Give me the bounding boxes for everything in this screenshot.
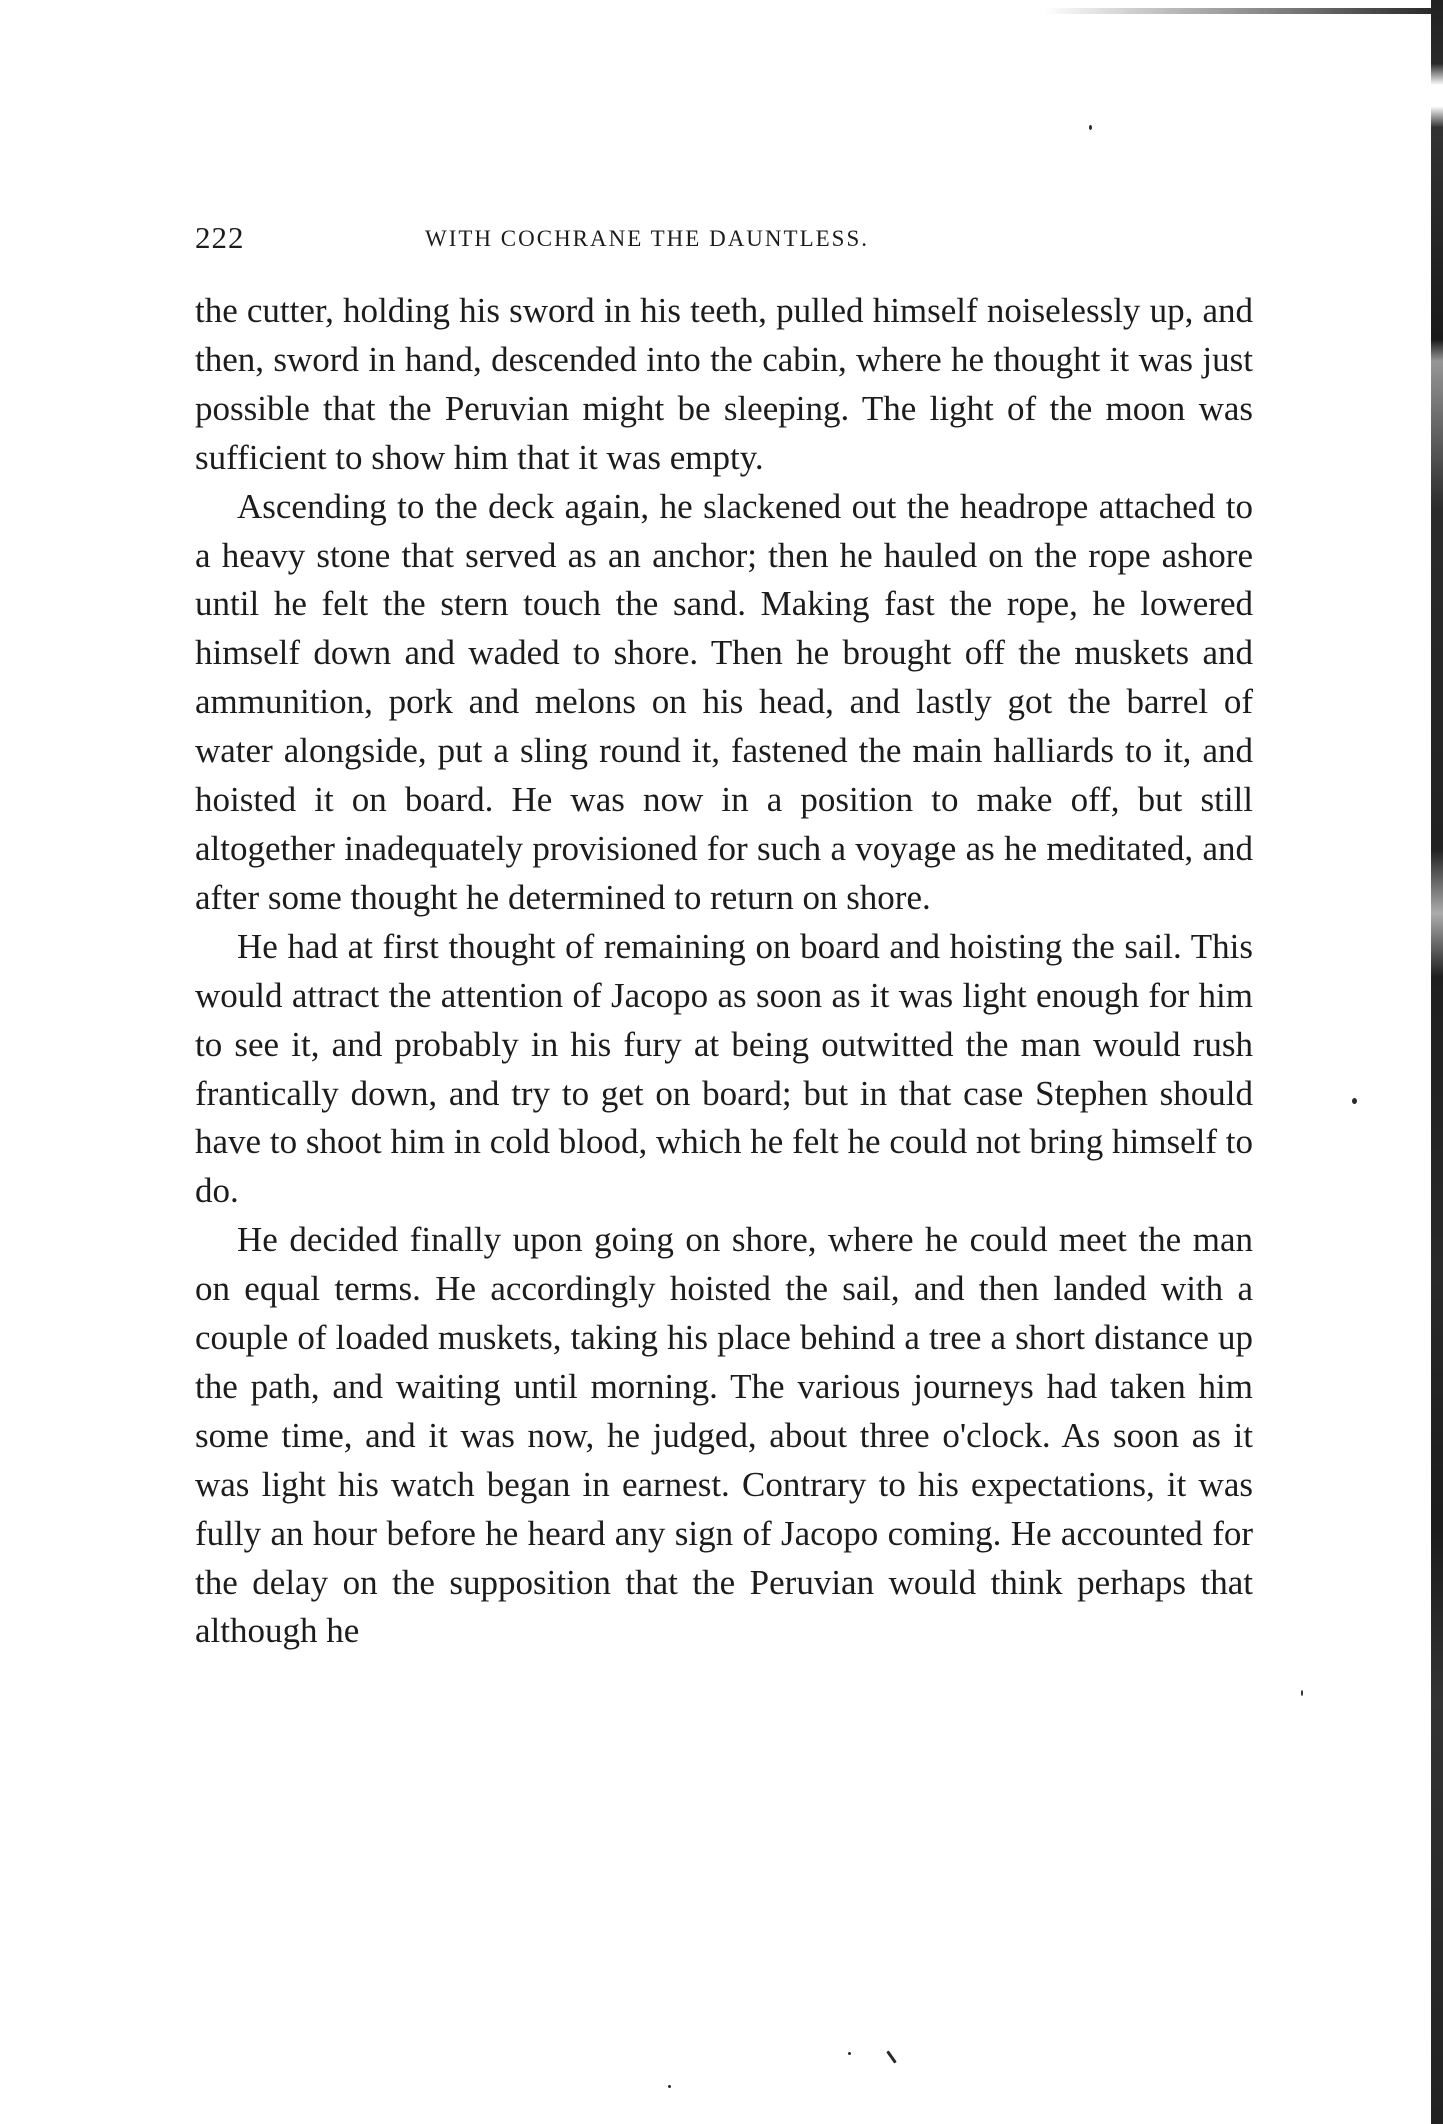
- paragraph: Ascending to the deck again, he slackened out the headrope attached to a heavy stone that served as an anchor; then he hauled on the rope ashore until he felt the stern touch the sand. Making fast the rope, he lowered himself down and waded to shore. Then he brought off the muskets and ammunition, pork and melons on his head, and lastly got the barrel of water alongside, put a sling round it, fastened the main halliards to it, and hoisted it on board. He was now in a position to make off, but still altogether inadequately provisioned for such a voyage as he meditated, and after some thought he determined to return on shore.: [195, 486, 1253, 917]
- paragraph: He had at first thought of remaining on board and hoisting the sail. This would attract the attention of Jacopo as soon as it was light enough for him to see it, and probably in his fury at being outwitted the man would rush frantically down, and try to get on board; but in that case Stephen should have to shoot him in cold blood, which he felt he could not bring himself to do.: [195, 926, 1253, 1211]
- paragraph: the cutter, holding his sword in his teeth, pulled himself noiselessly up, and then, sword in hand, descended into the cabin, where he thought it was just possible that the Peruvian might be sleeping. The light of the moon was sufficient to show him that it was empty.: [195, 291, 1253, 477]
- page-header: [195, 220, 1255, 270]
- body-text: [195, 287, 1253, 1656]
- page-number: 222: [195, 220, 245, 255]
- scan-speck: [668, 2085, 671, 2088]
- scan-speck: [1352, 1098, 1357, 1104]
- scan-speck: [886, 2050, 896, 2063]
- running-title: WITH COCHRANE THE DAUNTLESS.: [425, 226, 870, 251]
- scan-edge-right: [1431, 0, 1443, 2124]
- scan-edge-top: [1043, 8, 1443, 14]
- paragraph: He decided finally upon going on shore, where he could meet the man on equal terms. He accordingly hoisted the sail, and then landed with a couple of loaded muskets, taking his place behind a tree a short distance up the path, and waiting until morning. The various journeys had taken him some time, and it was now, he judged, about three o'clock. As soon as it was light his watch began in earnest. Contrary to his expectations, it was fully an hour before he heard any sign of Jacopo coming. He accounted for the delay on the supposition that the Peruvian would think perhaps that although he: [195, 1220, 1253, 1651]
- scan-speck: [1089, 125, 1092, 130]
- scan-speck: [1301, 1690, 1303, 1696]
- scan-speck: [848, 2052, 851, 2055]
